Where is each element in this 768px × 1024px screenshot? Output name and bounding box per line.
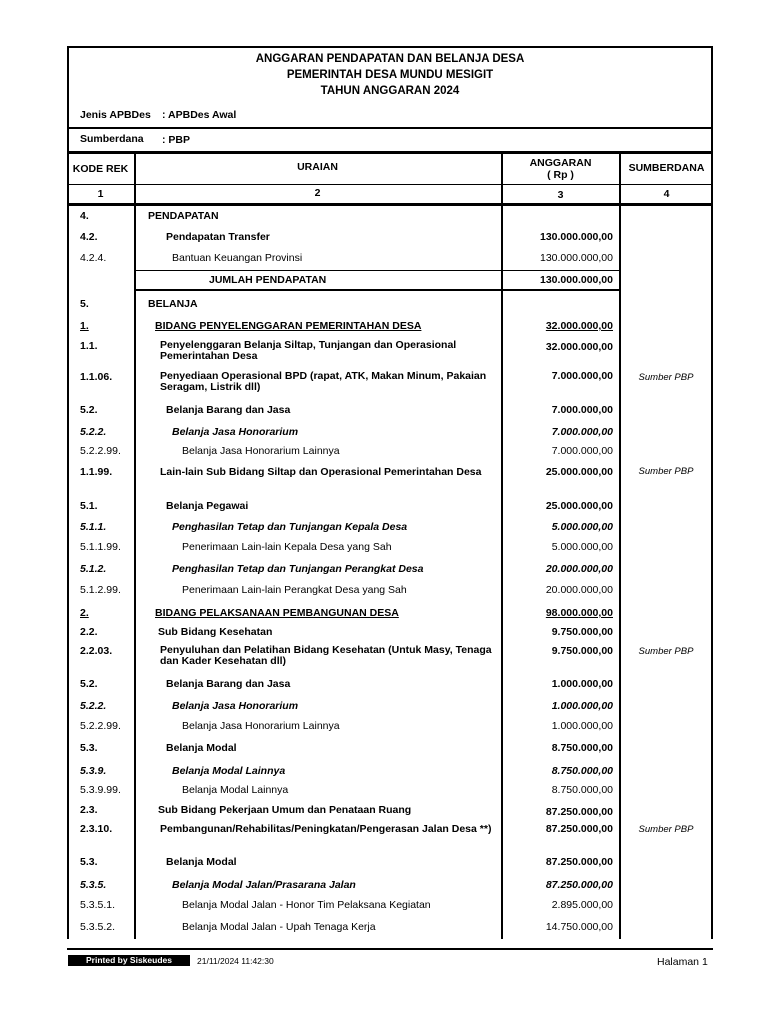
divider (134, 289, 620, 291)
col-anggaran-header: ANGGARAN (529, 157, 592, 169)
col-number-4: 4 (663, 188, 670, 200)
row-anggaran: 8.750.000,00 (551, 765, 613, 777)
row-anggaran: 87.250.000,00 (545, 823, 613, 835)
row-kode: 5.1.2. (80, 563, 107, 575)
row-uraian: Belanja Modal Jalan - Upah Tenaga Kerja (182, 921, 376, 933)
divider (67, 184, 713, 185)
row-uraian: Pembangunan/Rehabilitas/Peningkatan/Pengerasan Jalan Desa **) (160, 823, 492, 835)
row-anggaran: 5.000.000,00 (551, 521, 613, 533)
row-uraian: Belanja Jasa Honorarium Lainnya (182, 720, 340, 732)
row-uraian: Sub Bidang Kesehatan (158, 626, 273, 638)
row-kode: 5.3.5.2. (80, 921, 116, 933)
row-uraian: Penyuluhan dan Pelatihan Bidang Kesehatan (Untuk Masy, Tenaga dan Kader Kesehatan dll) (160, 644, 492, 667)
report-subtitle: PEMERINTAH DESA MUNDU MESIGIT (286, 69, 494, 81)
row-kode: 5.3. (80, 856, 98, 868)
divider (67, 151, 713, 154)
row-sumberdana: Sumber PBP (638, 646, 694, 657)
row-kode: 5.3.5.1. (80, 899, 116, 911)
row-uraian: Penyediaan Operasional BPD (rapat, ATK, Makan Minum, Pakaian Seragam, Listrik dll) (160, 370, 487, 393)
jenis-value: : APBDes Awal (162, 109, 237, 121)
row-uraian: Penerimaan Lain-lain Perangkat Desa yang Sah (182, 584, 407, 596)
row-anggaran: 20.000.000,00 (545, 584, 613, 596)
row-anggaran: 1.000.000,00 (551, 720, 613, 732)
row-kode: 2.3. (80, 804, 98, 816)
row-uraian: Belanja Modal (166, 742, 237, 754)
row-uraian: Penyelenggaran Belanja Siltap, Tunjangan dan Operasional Pemerintahan Desa (160, 339, 457, 362)
row-anggaran: 7.000.000,00 (551, 445, 613, 457)
row-uraian: Bantuan Keuangan Provinsi (172, 252, 303, 264)
col-number-3: 3 (557, 189, 564, 201)
divider (134, 270, 620, 271)
col-sumberdana-header: SUMBERDANA (628, 162, 705, 174)
row-uraian: Belanja Modal (166, 856, 237, 868)
row-anggaran: 1.000.000,00 (551, 678, 613, 690)
row-uraian: Belanja Modal Lainnya (172, 765, 286, 777)
row-kode: 5.1.1.99. (80, 541, 121, 553)
row-uraian: Belanja Jasa Honorarium (172, 700, 299, 712)
row-kode: 2.3.10. (80, 823, 113, 835)
row-anggaran: 87.250.000,00 (545, 879, 613, 891)
row-kode: 5.3.5. (80, 879, 107, 891)
col-kode-header: KODE REK (72, 163, 129, 175)
row-kode: 5.3.9.99. (80, 784, 121, 796)
row-anggaran: 9.750.000,00 (551, 645, 613, 657)
row-kode: 5.1.1. (80, 521, 107, 533)
row-kode: 5.2.2. (80, 426, 107, 438)
row-anggaran: 9.750.000,00 (551, 626, 613, 638)
sumber-label: Sumberdana (80, 133, 144, 145)
row-kode: 2.2.03. (80, 645, 113, 657)
row-sumberdana: Sumber PBP (638, 372, 694, 383)
row-kode: 1. (80, 320, 89, 332)
row-anggaran: 2.895.000,00 (551, 899, 613, 911)
row-anggaran: 130.000.000,00 (540, 274, 613, 286)
row-anggaran: 130.000.000,00 (540, 252, 613, 264)
col-number-1: 1 (97, 188, 104, 200)
row-kode: 2. (80, 607, 89, 619)
row-uraian: Belanja Pegawai (166, 500, 249, 512)
row-anggaran: 14.750.000,00 (545, 921, 613, 933)
row-sumberdana: Sumber PBP (638, 466, 694, 477)
row-anggaran: 32.000.000,00 (545, 341, 613, 353)
row-kode: 5.2.2.99. (80, 445, 121, 457)
row-uraian: Belanja Jasa Honorarium Lainnya (182, 445, 340, 457)
row-kode: 4. (80, 210, 89, 222)
col-number-2: 2 (314, 187, 321, 199)
row-kode: 1.1.06. (80, 371, 113, 383)
row-kode: 1.1. (80, 340, 98, 352)
row-kode: 5.3. (80, 742, 98, 754)
row-uraian: Belanja Modal Jalan - Honor Tim Pelaksana Kegiatan (182, 899, 431, 911)
row-uraian: Penerimaan Lain-lain Kepala Desa yang Sah (182, 541, 392, 553)
row-uraian: PENDAPATAN (148, 210, 219, 222)
row-kode: 4.2.4. (80, 252, 107, 264)
row-kode: 2.2. (80, 626, 98, 638)
row-anggaran: 7.000.000,00 (551, 426, 613, 438)
row-anggaran: 87.250.000,00 (545, 856, 613, 868)
row-anggaran: 20.000.000,00 (545, 563, 613, 575)
printed-by-badge: Printed by Siskeudes (68, 955, 190, 966)
jenis-label: Jenis APBDes (80, 109, 151, 121)
row-anggaran: 25.000.000,00 (545, 466, 613, 478)
row-anggaran: 8.750.000,00 (551, 742, 613, 754)
row-kode: 5.2.2.99. (80, 720, 121, 732)
row-uraian: BIDANG PENYELENGGARAN PEMERINTAHAN DESA (155, 320, 422, 332)
sumber-value: : PBP (162, 134, 191, 146)
row-uraian: Belanja Barang dan Jasa (166, 678, 291, 690)
row-uraian: BIDANG PELAKSANAAN PEMBANGUNAN DESA (155, 607, 399, 619)
row-sumberdana: Sumber PBP (638, 824, 694, 835)
report-title: ANGGARAN PENDAPATAN DAN BELANJA DESA (255, 53, 525, 65)
print-timestamp: 21/11/2024 11:42:30 (197, 956, 274, 966)
row-anggaran: 7.000.000,00 (551, 370, 613, 382)
page-number: Halaman 1 (657, 956, 708, 968)
row-kode: 5.3.9. (80, 765, 107, 777)
row-kode: 5. (80, 298, 89, 310)
row-uraian: Belanja Jasa Honorarium (172, 426, 299, 438)
row-uraian: Belanja Modal Lainnya (182, 784, 289, 796)
row-anggaran: 98.000.000,00 (545, 607, 613, 619)
report-year: TAHUN ANGGARAN 2024 (320, 85, 460, 97)
row-uraian: Lain-lain Sub Bidang Siltap dan Operasional Pemerintahan Desa (160, 466, 482, 478)
row-uraian: Sub Bidang Pekerjaan Umum dan Penataan Ruang (158, 804, 412, 816)
col-anggaran-unit: ( Rp ) (547, 169, 574, 181)
row-uraian: BELANJA (148, 298, 198, 310)
row-anggaran: 5.000.000,00 (551, 541, 613, 553)
row-uraian: Belanja Barang dan Jasa (166, 404, 291, 416)
row-uraian: Pendapatan Transfer (166, 231, 270, 243)
row-uraian: Penghasilan Tetap dan Tunjangan Kepala Desa (172, 521, 408, 533)
row-kode: 5.1.2.99. (80, 584, 121, 596)
row-anggaran: 8.750.000,00 (551, 784, 613, 796)
row-anggaran: 1.000.000,00 (551, 700, 613, 712)
divider (67, 203, 713, 206)
row-uraian: Penghasilan Tetap dan Tunjangan Perangkat Desa (172, 563, 424, 575)
row-anggaran: 87.250.000,00 (545, 806, 613, 818)
row-anggaran: 130.000.000,00 (540, 231, 613, 243)
row-anggaran: 32.000.000,00 (545, 320, 613, 332)
row-kode: 4.2. (80, 231, 98, 243)
row-uraian: JUMLAH PENDAPATAN (209, 274, 327, 286)
row-anggaran: 7.000.000,00 (551, 404, 613, 416)
row-anggaran: 25.000.000,00 (545, 500, 613, 512)
row-kode: 5.2.2. (80, 700, 107, 712)
col-uraian-header: URAIAN (297, 161, 338, 173)
row-kode: 5.1. (80, 500, 98, 512)
row-uraian: Belanja Modal Jalan/Prasarana Jalan (172, 879, 356, 891)
row-kode: 5.2. (80, 678, 98, 690)
divider (67, 127, 713, 129)
row-kode: 5.2. (80, 404, 98, 416)
footer-divider (67, 948, 713, 950)
row-kode: 1.1.99. (80, 466, 113, 478)
